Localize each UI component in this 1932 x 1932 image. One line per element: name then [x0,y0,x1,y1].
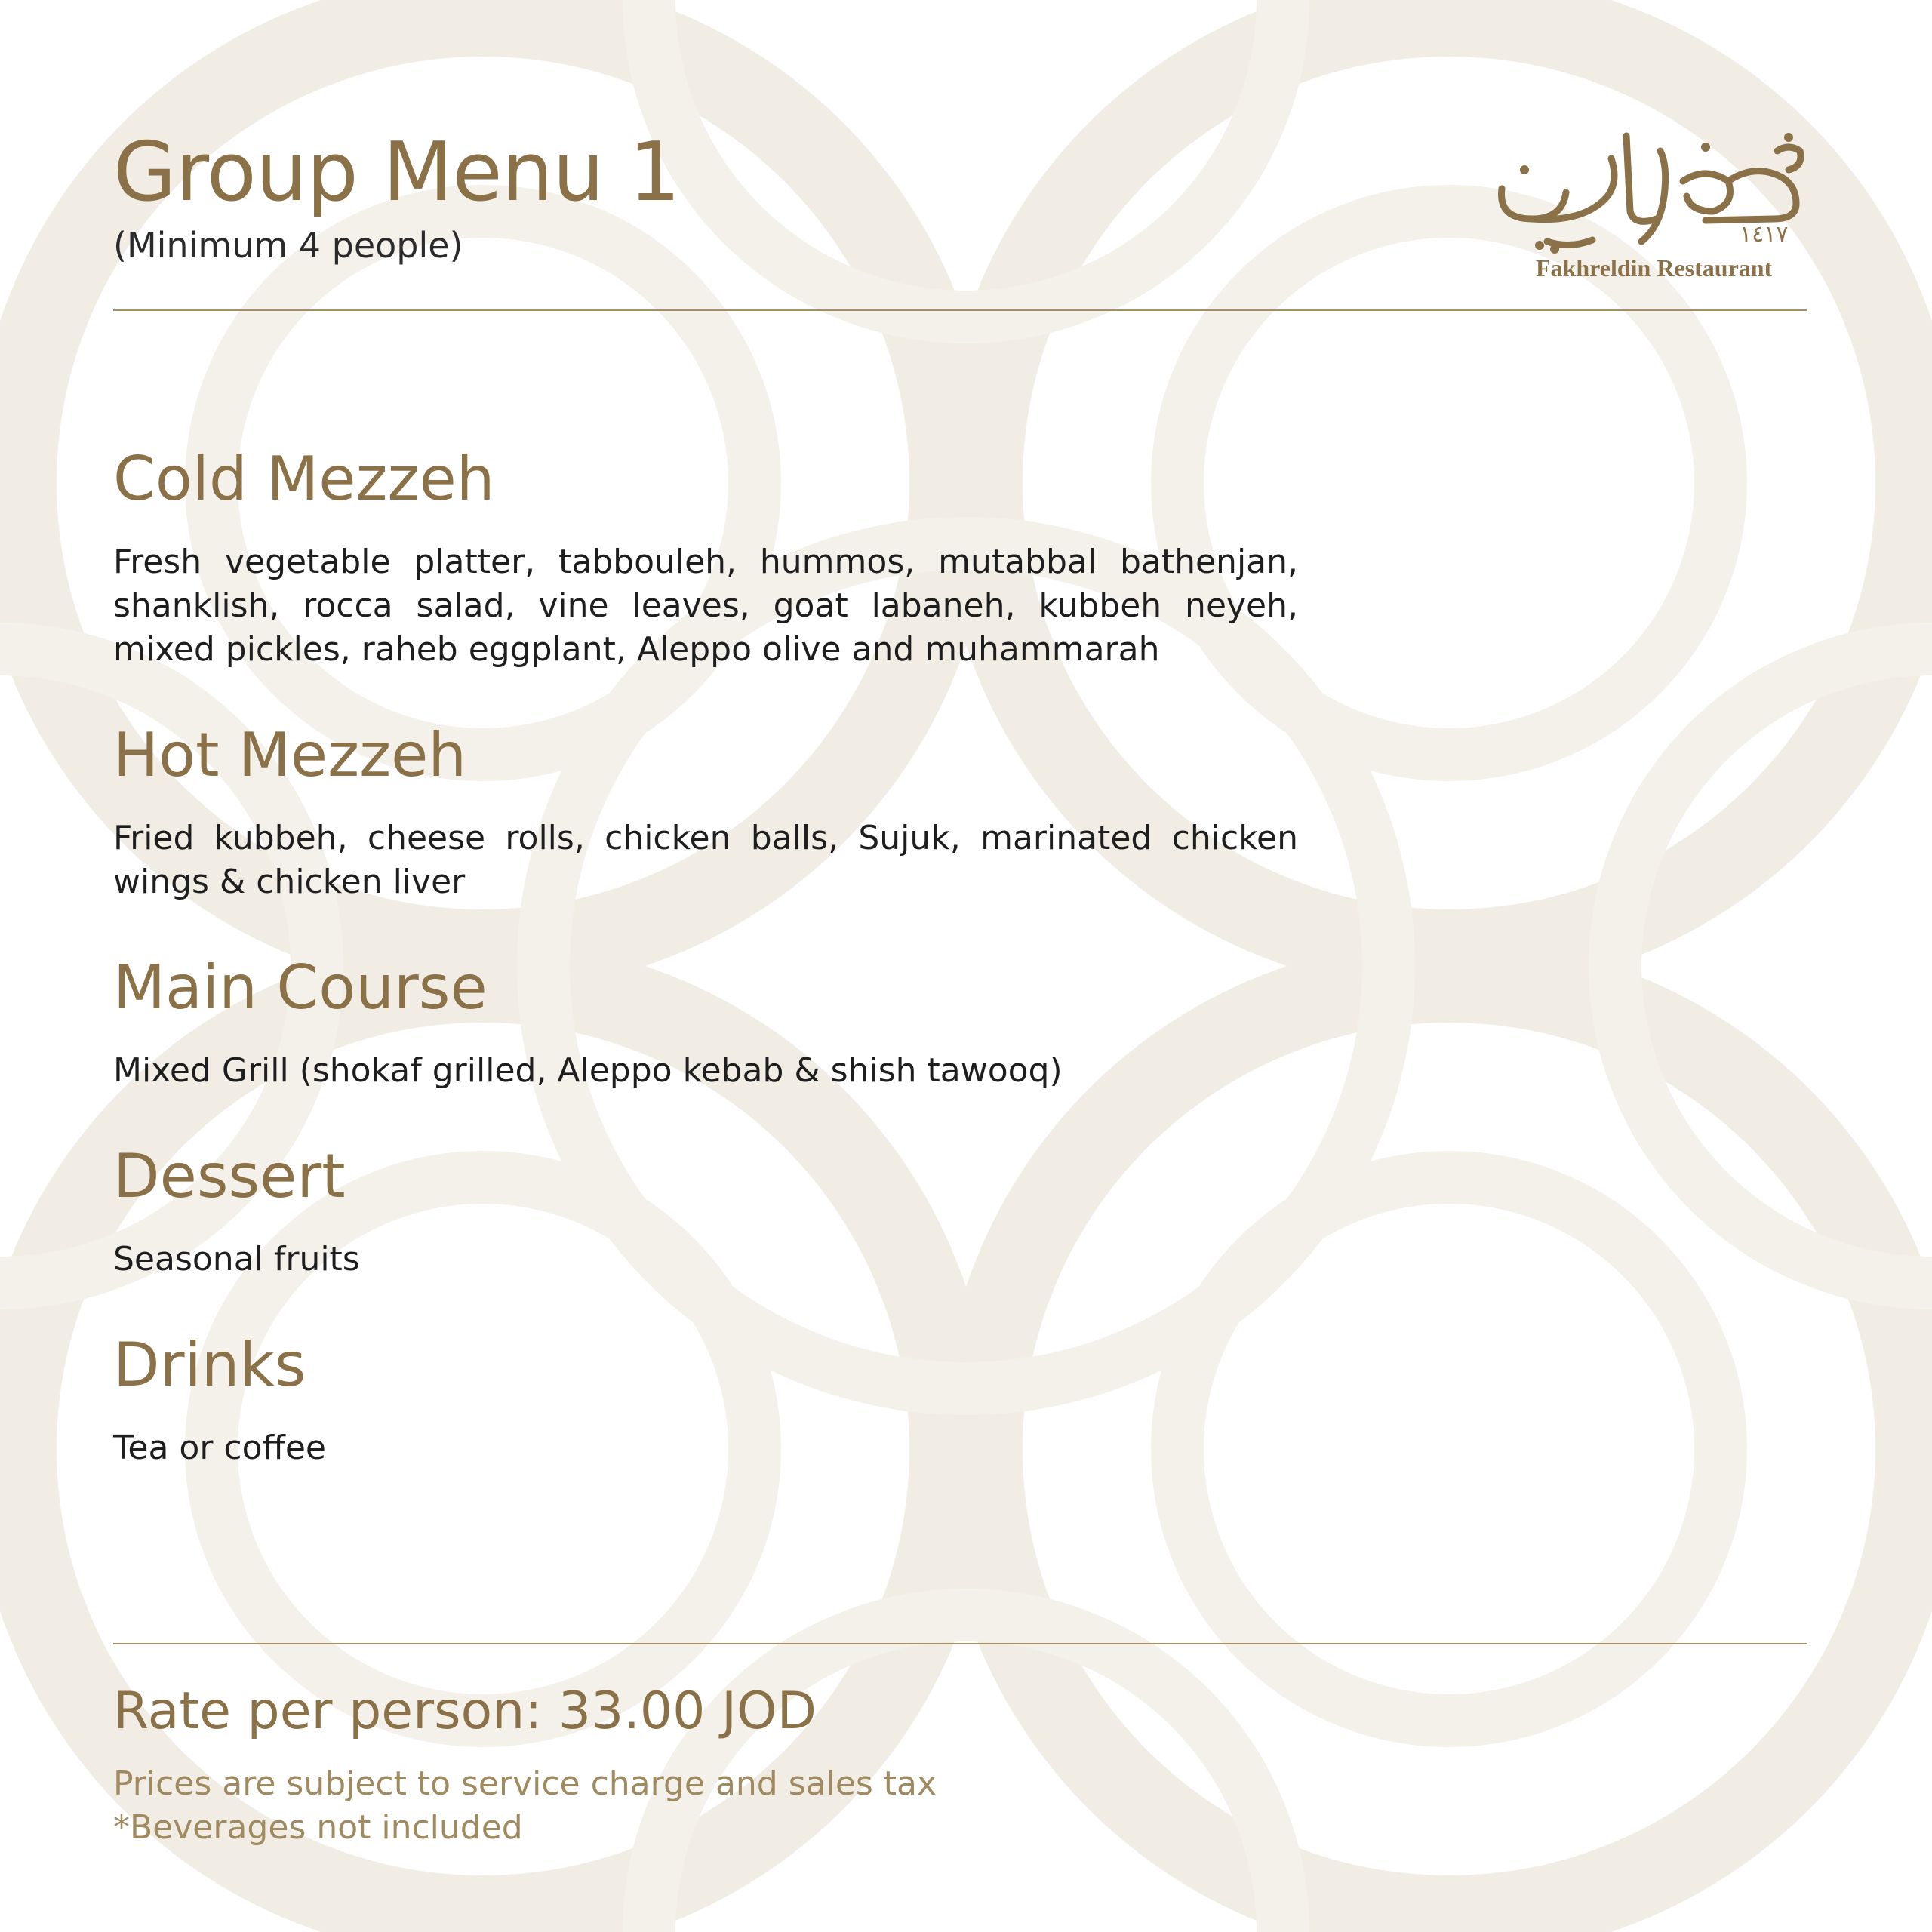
logo-year: ١٤١٧ [1740,221,1789,248]
section-body-main-course: Mixed Grill (shokaf grilled, Aleppo kebab & shish tawooq) [113,1051,1063,1090]
section-heading-drinks: Drinks [113,1330,306,1400]
section-heading-main-course: Main Course [113,952,488,1023]
footer-divider [113,1643,1807,1644]
page-title: Group Menu 1 [113,125,680,220]
section-heading-hot-mezzeh: Hot Mezzeh [113,720,467,790]
header-divider [113,309,1807,311]
section-heading-dessert: Dessert [113,1141,346,1211]
section-body-hot-mezzeh: Fried kubbeh, cheese rolls, chicken balls, Sujuk, marinated chicken wings & chicken liver [113,819,1298,901]
section-body-dessert: Seasonal fruits [113,1240,360,1278]
rate-per-person: Rate per person: 33.00 JOD [113,1681,817,1741]
logo-caption: Fakhreldin Restaurant [1536,254,1773,281]
section-heading-cold-mezzeh: Cold Mezzeh [113,444,495,514]
section-body-drinks: Tea or coffee [113,1429,326,1467]
beverages-note: *Beverages not included [113,1808,523,1847]
section-body-cold-mezzeh: Fresh vegetable platter, tabbouleh, hummos, mutabbal bathenjan, shanklish, rocca salad, vine leaves, goat labaneh, kubbeh neyeh, mixed pickles, raheb eggplant, Aleppo olive and muhammarah [113,543,1298,669]
tax-note: Prices are subject to service charge and sales tax [113,1764,937,1803]
page-subtitle: (Minimum 4 people) [113,225,463,266]
